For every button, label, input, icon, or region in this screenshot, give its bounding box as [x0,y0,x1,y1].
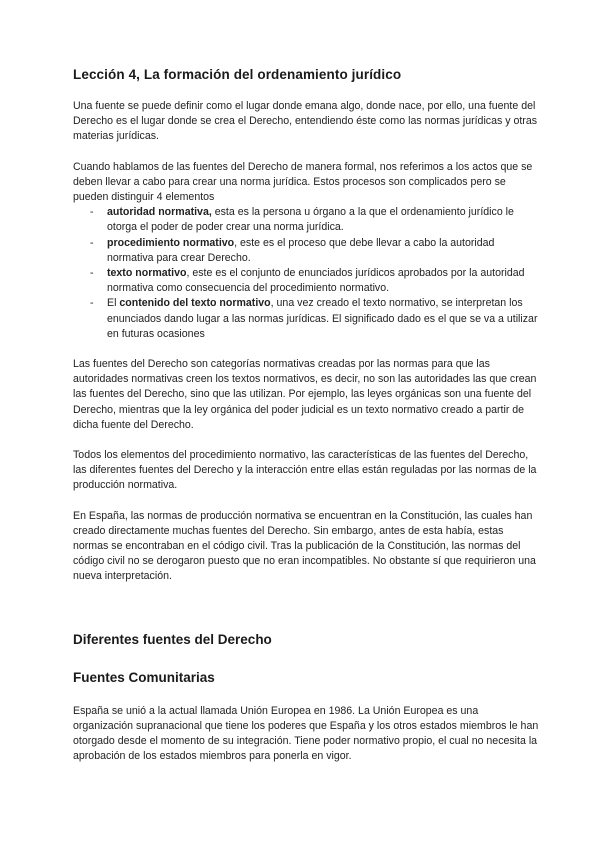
list-dash: - [90,236,94,249]
list-dash: - [90,206,94,219]
intro-paragraph-formal-sources: Cuando hablamos de las fuentes del Derecho de manera formal, nos referimos a los actos que se deben llevar a cabo para crear una norma jurídica. Estos procesos son complicados pero se pueden distinguir 4 elementos [73,160,533,204]
list-item: - autoridad normativa, esta es la persona u órgano a la que el ordenamiento jurídico le otorga el poder de poder crear una norma jurídica. [90,206,514,234]
list-term: autoridad normativa, [107,206,212,219]
body-paragraph-regulation: Todos los elementos del procedimiento normativo, las características de las fuentes del Derecho, las diferentes fuentes del Derecho y la interacción entre ellas están reguladas por las normas de la producción normativa. [73,449,537,492]
intro-paragraph-definition: Una fuente se puede definir como el lugar donde emana algo, donde nace, por ello, una fuente del Derecho es el lugar donde se crea el Derecho, entendiendo éste como las normas jurídicas y otras materias jurídicas. [73,100,538,143]
community-paragraph: España se unió a la actual llamada Unión Europea en 1986. La Unión Europea es una organización supranacional que tiene los poderes que España y los otros estados miembros le han otorgado desde el momento de su integración. Tiene poder normativo propio, el cual no necesita la aprobación de los estados miembros para ponerla en vigor. [73,704,539,763]
elements-list [73,205,540,342]
list-dash: - [90,267,94,280]
section-title: Diferentes fuentes del Derecho [73,631,272,647]
list-term: procedimiento normativo [107,236,235,249]
list-term: texto normativo [107,267,187,280]
list-dash: - [90,297,94,310]
list-item: - procedimiento normativo, este es el proceso que debe llevar a cabo la autoridad normativa para crear Derecho. [90,236,495,264]
list-term: contenido del texto normativo [119,297,271,310]
list-item: - texto normativo, este es el conjunto de enunciados jurídicos aprobados por la autoridad normativa como consecuencia del procedimiento normativo. [90,267,525,295]
list-item: - El contenido del texto normativo, una vez creado el texto normativo, se interpretan los enunciados dando lugar a las normas jurídicas. El significado dado es el que se va a utilizar en futuras ocasiones [90,297,538,340]
body-paragraph-categories: Las fuentes del Derecho son categorías normativas creadas por las normas para que las autoridades normativas creen los textos normativos, es decir, no son las autoridades las que crean las fuentes del Derecho, sino que las utilizan. Por ejemplo, las leyes orgánicas son una fuente del Derecho, mientras que la ley orgánica del poder judicial es un texto normativo creado a partir de dicha fuente del Derecho. [73,358,537,431]
lesson-title: Lección 4, La formación del ordenamiento jurídico [73,67,402,82]
body-paragraph-spain: En España, las normas de producción normativa se encuentran en la Constitución, las cuales han creado directamente muchas fuentes del Derecho. Sin embargo, antes de esta había, estas normas se encontraban en el código civil. Tras la publicación de la Constitución, las normas del código civil no se derogaron puesto que no eran incompatibles. No obstante sí que requirieron una nueva interpretación. [73,509,536,583]
subsection-title: Fuentes Comunitarias [73,669,215,685]
